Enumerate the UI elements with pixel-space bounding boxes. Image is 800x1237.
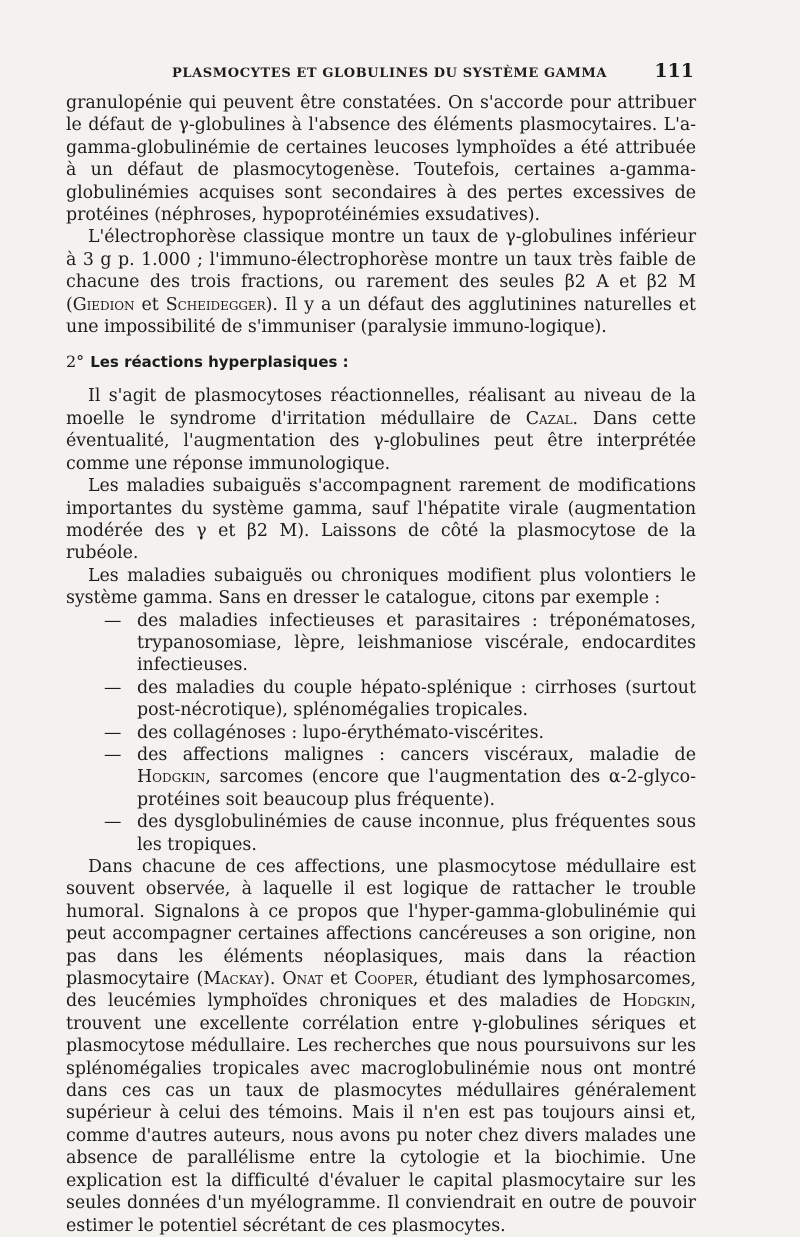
author-cooper: Cooper xyxy=(354,969,413,990)
page-number: 111 xyxy=(654,60,694,82)
running-title: PLASMOCYTES ET GLOBULINES DU SYSTÈME GAMMA xyxy=(172,66,608,81)
author-onat: Onat xyxy=(282,969,323,990)
book-page xyxy=(66,58,696,1237)
list-item: — des dysglobulinémies de cause inconnue, plus fréquentes sous les tropiques. xyxy=(104,812,696,855)
list-item: — des affections malignes : cancers viscéraux, maladie de Hodgkin, sarcomes (encore que l'augmentation des α-2-glyco-protéines soit beaucoup plus fréquente). xyxy=(104,744,696,810)
paragraph-electrophoresis: L'électrophorèse classique montre un taux de γ-globulines inférieur à 3 g p. 1.000 ; l'immuno-électrophorèse montre un taux très faible de chacune des trois fractions, ou rarement des seules β2 A et β2 M (Giedion et Scheidegger). Il y a un défaut des agglutinines naturelles et une impossibilité de s'immuniser (paralysie immuno-logique). xyxy=(66,227,696,338)
author-giedion: Giedion xyxy=(72,294,135,315)
page-header xyxy=(66,58,696,92)
section-title: Les réactions hyperplasiques : xyxy=(90,353,349,372)
paragraph-chronic-diseases: Les maladies subaiguës ou chroniques modifient plus volontiers le système gamma. Sans en dresser le catalogue, citons par exemple : xyxy=(66,565,696,609)
author-cazal: Cazal xyxy=(525,408,573,429)
section-heading xyxy=(66,352,696,371)
list-item: — des collagénoses : lupo-érythémato-viscérites. xyxy=(104,722,545,743)
author-hodgkin: Hodgkin xyxy=(137,767,206,788)
author-scheidegger: Scheidegger xyxy=(165,294,266,315)
section-number: 2° xyxy=(66,352,85,372)
paragraph-agammaglobulinemia: granulopénie qui peuvent être constatées. On s'accorde pour attribuer le défaut de γ-globulines à l'absence des éléments plasmocytaires. L'a-gamma-globulinémie de certaines leucoses lymphoïdes a été attribuée à un défaut de plasmocytogenèse. Toutefois, certaines a-gamma-globulinémies acquises sont secondaires à des pertes excessives de protéines (néphroses, hypoprotéinémies exsudatives). xyxy=(66,93,696,226)
paragraph-medullary-plasmocytosis: Dans chacune de ces affections, une plasmocytose médullaire est souvent observée, à laquelle il est logique de rattacher le trouble humoral. Signalons à ce propos que l'hyper-gamma-globulinémie qui peut accompagner certaines affections cancéreuses a son origine, non pas dans les éléments néoplasiques, mais dans la réaction plasmocytaire (Mackay). Onat et Cooper, étudiant des lymphosarcomes, des leucémies lymphoïdes chroniques et des maladies de Hodgkin, trouvent une excellente corrélation entre γ-globulines sériques et plasmocytose médullaire. Les recherches que nous poursuivons sur les splénomégalies tropicales avec macroglobulinémie nous ont montré dans ces cas un taux de plasmocytes médullaires généralement supérieur à celui des témoins. Mais il n'en est pas toujours ainsi et, comme d'autres auteurs, nous avons pu noter chez divers malades une absence de parallélisme entre la cytologie et la biochimie. Une explication est la difficulté d'évaluer le capital plasmocytaire sur les seules données d'un myélogramme. Il conviendrait en outre de pouvoir estimer le potentiel sécrétant de ces plasmocytes. xyxy=(66,857,696,1236)
disease-list xyxy=(66,610,696,856)
author-hodgkin-2: Hodgkin xyxy=(622,991,691,1012)
paragraph-subacute-diseases: Les maladies subaiguës s'accompagnent rarement de modifications importantes du système gamma, sauf l'hépatite virale (augmentation modérée des γ et β2 M). Laissons de côté la plasmocytose de la rubéole. xyxy=(66,476,696,564)
list-item: — des maladies du couple hépato-splénique : cirrhoses (surtout post-nécrotique), splénomégalies tropicales. xyxy=(104,677,696,721)
paragraph-plasmocytoses: Il s'agit de plasmocytoses réactionnelles, réalisant au niveau de la moelle le syndrome d'irritation médullaire de Cazal. Dans cette éventualité, l'augmentation des γ-globulines peut être interprétée comme une réponse immunologique. xyxy=(66,386,696,474)
author-mackay: Mackay xyxy=(203,969,264,990)
list-item: — des maladies infectieuses et parasitaires : tréponématoses, trypanosomiase, lèpre, leishmaniose viscérale, endocardites infectieuses. xyxy=(104,610,696,676)
